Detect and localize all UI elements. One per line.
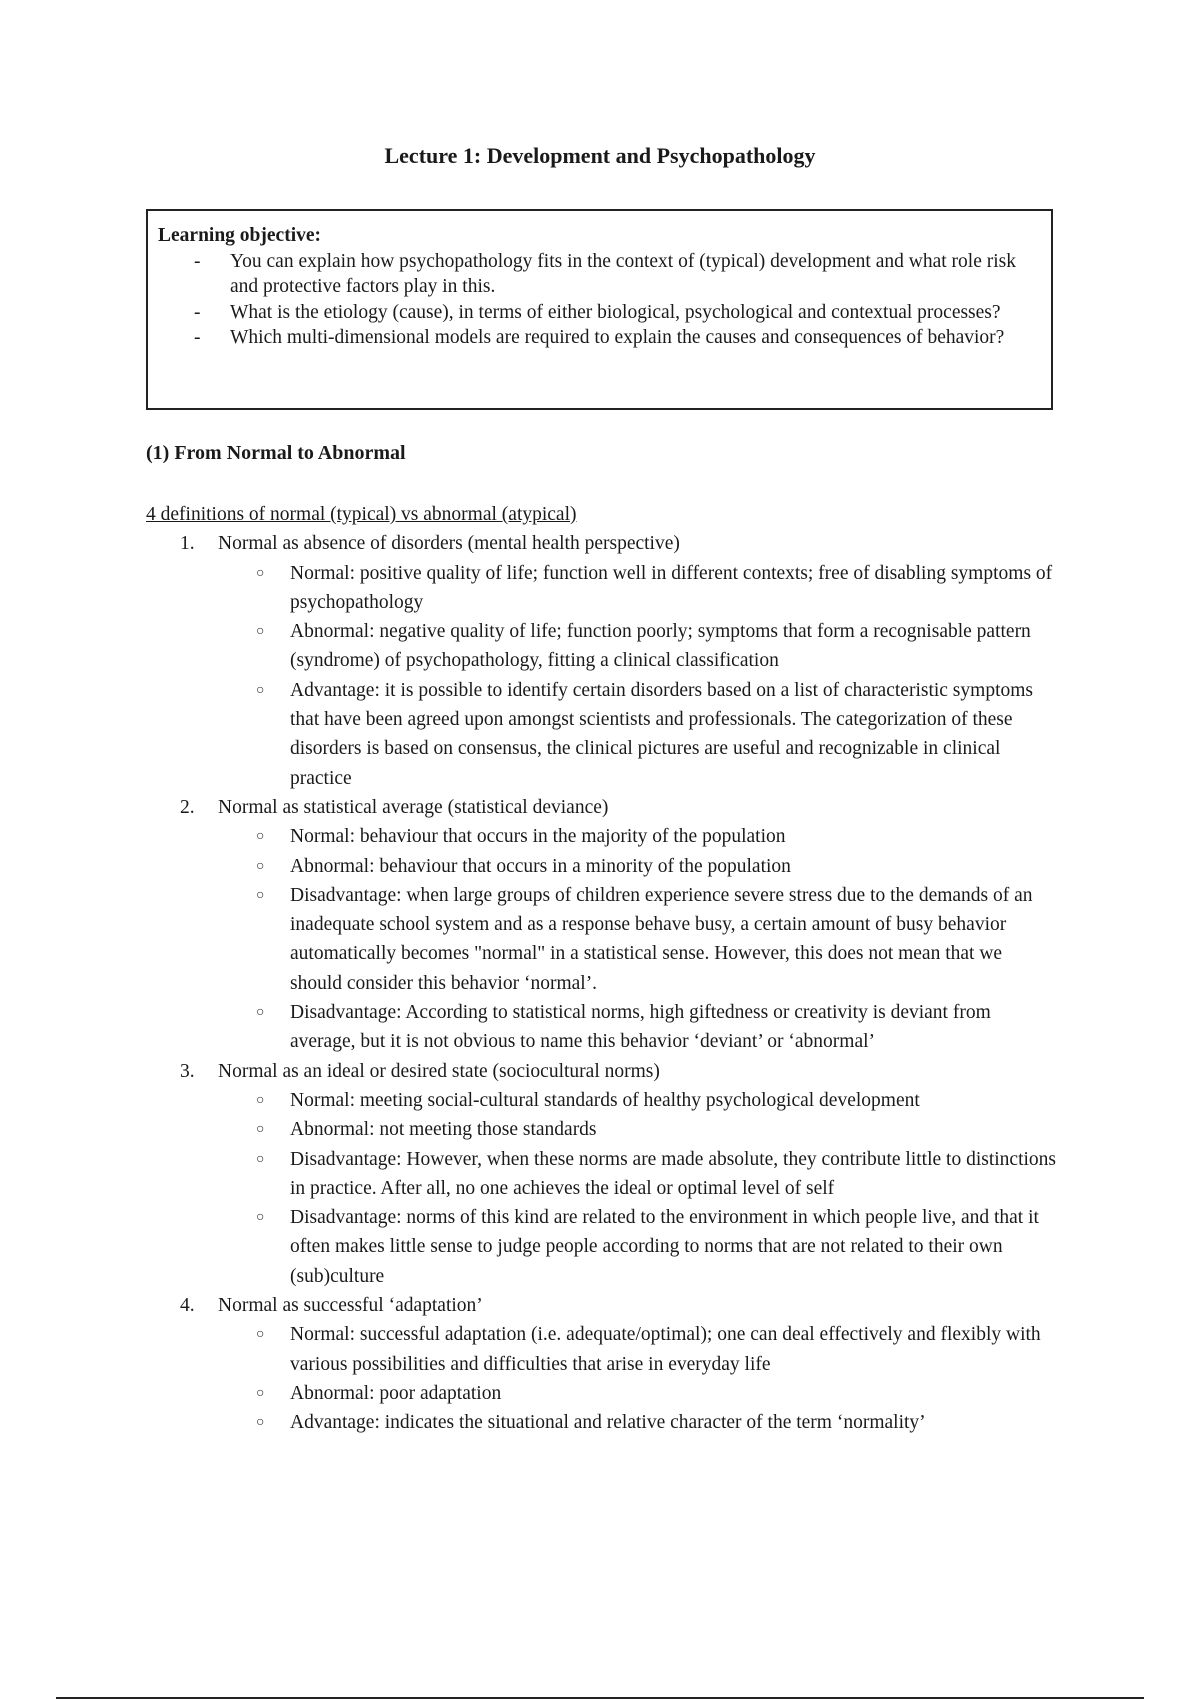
dash-bullet: - [194, 301, 201, 323]
point-text: Advantage: it is possible to identify certain disorders based on a list of characteristic symptoms that have been agreed upon amongst scientists and professionals. The categorization of these disorders is based on consensus, the clinical pictures are useful and recognizable in clinical practice [290, 679, 1033, 789]
definition-point [146, 852, 1056, 881]
definition-point [146, 1320, 1056, 1379]
definition-item [146, 1057, 1056, 1291]
definition-points [218, 1320, 1056, 1437]
definition-points [218, 559, 1056, 793]
definition-point [146, 676, 1056, 793]
circle-bullet-icon: ○ [256, 887, 265, 903]
definition-point [146, 1408, 1056, 1437]
point-text: Normal: behaviour that occurs in the majority of the population [290, 826, 786, 848]
point-text: Abnormal: poor adaptation [290, 1382, 502, 1404]
learning-objective-item [158, 325, 1041, 351]
definition-point [146, 1145, 1056, 1204]
footer-divider [56, 1697, 1144, 1699]
point-text: Abnormal: behaviour that occurs in a minority of the population [290, 855, 791, 877]
definition-label: Normal as successful ‘adaptation’ [218, 1295, 483, 1317]
point-text: Disadvantage: However, when these norms are made absolute, they contribute little to distinctions in practice. After all, no one achieves the ideal or optimal level of self [290, 1148, 1057, 1199]
section-heading: (1) From Normal to Abnormal [146, 442, 406, 464]
definition-point [146, 559, 1056, 618]
circle-bullet-icon: ○ [256, 1327, 265, 1343]
definition-point [146, 822, 1056, 851]
learning-objective-heading: Learning objective: [158, 225, 322, 246]
learning-objective-text: You can explain how psychopathology fits in the context of (typical) development and what role risk and protective factors play in this. [230, 250, 1016, 297]
definitions-list [146, 529, 1056, 1437]
point-text: Disadvantage: norms of this kind are related to the environment in which people live, and that it often makes little sense to judge people according to norms that are not related to their own (sub)culture [290, 1207, 1039, 1287]
learning-objective-box [146, 209, 1053, 410]
definition-item [146, 1291, 1056, 1437]
learning-objective-item [158, 300, 1041, 326]
definition-label: Normal as an ideal or desired state (sociocultural norms) [218, 1060, 660, 1082]
point-text: Advantage: indicates the situational and relative character of the term ‘normality’ [290, 1412, 926, 1434]
circle-bullet-icon: ○ [256, 1210, 265, 1226]
definition-points [218, 822, 1056, 1056]
circle-bullet-icon: ○ [256, 829, 265, 845]
learning-objective-text: Which multi-dimensional models are required to explain the causes and consequences of behavior? [230, 327, 1005, 348]
definition-number: 1. [180, 533, 195, 555]
point-text: Abnormal: negative quality of life; function poorly; symptoms that form a recognisable pattern (syndrome) of psychopathology, fitting a clinical classification [290, 621, 1031, 672]
dash-bullet: - [194, 250, 201, 272]
point-text: Normal: meeting social-cultural standards of healthy psychological development [290, 1089, 920, 1111]
circle-bullet-icon: ○ [256, 1151, 265, 1167]
point-text: Normal: successful adaptation (i.e. adequate/optimal); one can deal effectively and flexibly with various possibilities and difficulties that arise in everyday life [290, 1324, 1041, 1375]
circle-bullet-icon: ○ [256, 565, 265, 581]
definition-label: Normal as absence of disorders (mental health perspective) [218, 533, 680, 555]
definition-point [146, 1086, 1056, 1115]
definition-point [146, 1115, 1056, 1144]
definition-point [146, 881, 1056, 998]
definition-number: 4. [180, 1295, 195, 1317]
learning-objective-list [158, 249, 1041, 351]
definition-number: 3. [180, 1060, 195, 1082]
definition-point [146, 1203, 1056, 1291]
section-content [146, 500, 1056, 1438]
definitions-heading: 4 definitions of normal (typical) vs abnormal (atypical) [146, 504, 577, 525]
point-text: Abnormal: not meeting those standards [290, 1119, 597, 1141]
point-text: Disadvantage: According to statistical norms, high giftedness or creativity is deviant from average, but it is not obvious to name this behavior ‘deviant’ or ‘abnormal’ [290, 1002, 991, 1053]
circle-bullet-icon: ○ [256, 1092, 265, 1108]
circle-bullet-icon: ○ [256, 624, 265, 640]
definition-point [146, 617, 1056, 676]
definition-point [146, 1379, 1056, 1408]
point-text: Disadvantage: when large groups of children experience severe stress due to the demands of an inadequate school system and as a response behave busy, a certain amount of busy behavior automatically becomes "normal" in a statistical sense. However, this does not mean that we should consider this behavior ‘normal’. [290, 884, 1033, 994]
learning-objective-item [158, 249, 1041, 300]
circle-bullet-icon: ○ [256, 1385, 265, 1401]
definition-item [146, 793, 1056, 1057]
definition-item [146, 529, 1056, 793]
circle-bullet-icon: ○ [256, 1415, 265, 1431]
definition-points [218, 1086, 1056, 1291]
circle-bullet-icon: ○ [256, 682, 265, 698]
page-title: Lecture 1: Development and Psychopathology [384, 143, 816, 168]
learning-objective-text: What is the etiology (cause), in terms of either biological, psychological and contextual processes? [230, 301, 1001, 323]
circle-bullet-icon: ○ [256, 1122, 265, 1138]
circle-bullet-icon: ○ [256, 1005, 265, 1021]
definition-point [146, 998, 1056, 1057]
definition-number: 2. [180, 796, 195, 818]
dash-bullet: - [194, 327, 201, 348]
point-text: Normal: positive quality of life; function well in different contexts; free of disabling symptoms of psychopathology [290, 562, 1053, 613]
definition-label: Normal as statistical average (statistical deviance) [218, 796, 609, 818]
circle-bullet-icon: ○ [256, 858, 265, 874]
